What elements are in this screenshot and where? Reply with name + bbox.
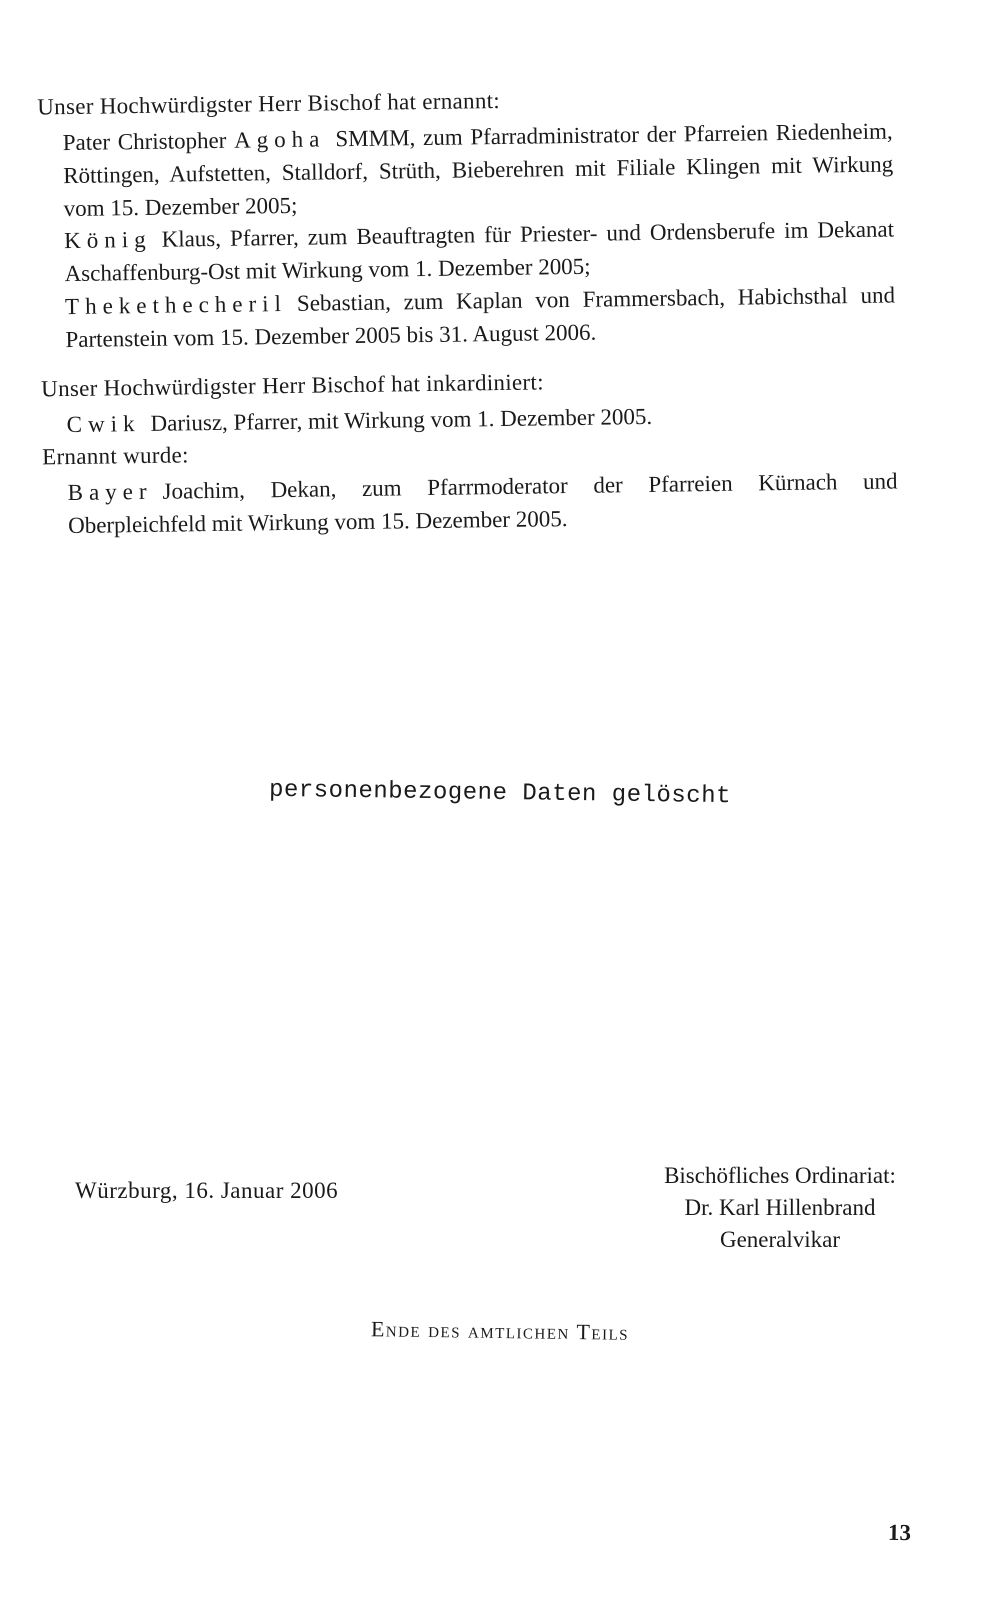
entry-prefix: Pater Christopher [62,127,227,156]
appointment-entry-koenig [64,212,895,290]
page-number: 13 [887,1519,912,1546]
signature-name: Dr. Karl Hillenbrand [684,1195,876,1220]
end-of-official-part: Ende des amtlichen Teils [370,1316,630,1345]
entry-text: Joachim, Dekan, zum Pfarrmoderator der Pfarreien Kürnach und Oberpleichfeld mit Wirkung vom 15. Dezember 2005. [67,468,898,539]
incardination-entry-cwik [66,396,896,441]
section-heading-ernannt: Unser Hochwürdigster Herr Bischof hat ernannt: [37,87,501,120]
appointment-entry-thekethecheril [65,278,896,356]
entry-surname: Agoha [233,126,326,153]
entry-text: Dariusz, Pfarrer, mit Wirkung vom 1. Dezember 2005. [150,403,653,436]
section-heading-inkardiniert: Unser Hochwürdigster Herr Bischof hat inkardiniert: [41,369,544,402]
appointment-entry-bayer [67,464,898,542]
entry-surname: König [63,226,152,254]
section-heading-ernannt-wurde: Ernannt wurde: [41,442,189,470]
entry-surname: Thekethecheril [64,290,288,320]
entry-text: Sebastian, zum Kaplan von Frammersbach, Habichsthal und Partenstein vom 15. Dezember 2005 bis 31. August 2006. [65,282,896,353]
signature-block [635,1160,925,1256]
appointment-entry-agoha [63,115,894,226]
entry-surname: Cwik [66,411,141,438]
redaction-notice: personenbezogene Daten gelöscht [268,776,732,811]
place-and-date: Würzburg, 16. Januar 2006 [75,1178,339,1203]
signature-office: Bischöfliches Ordinariat: [664,1163,896,1188]
signature-title: Generalvikar [719,1227,841,1252]
entry-surname: Bayer [67,478,153,506]
entry-text: SMMM, zum Pfarradministrator der Pfarreien Riedenheim, Röttingen, Aufstetten, Stalldorf, Strüth, Bieberehren mit Filiale Klingen mit Wirkung vom 15. Dezember 2005; [63,118,894,222]
entry-text: Klaus, Pfarrer, zum Beauftragten für Priester- und Ordensberufe im Dekanat Aschaffenburg-Ost mit Wirkung vom 1. Dezember 2005; [64,216,895,287]
